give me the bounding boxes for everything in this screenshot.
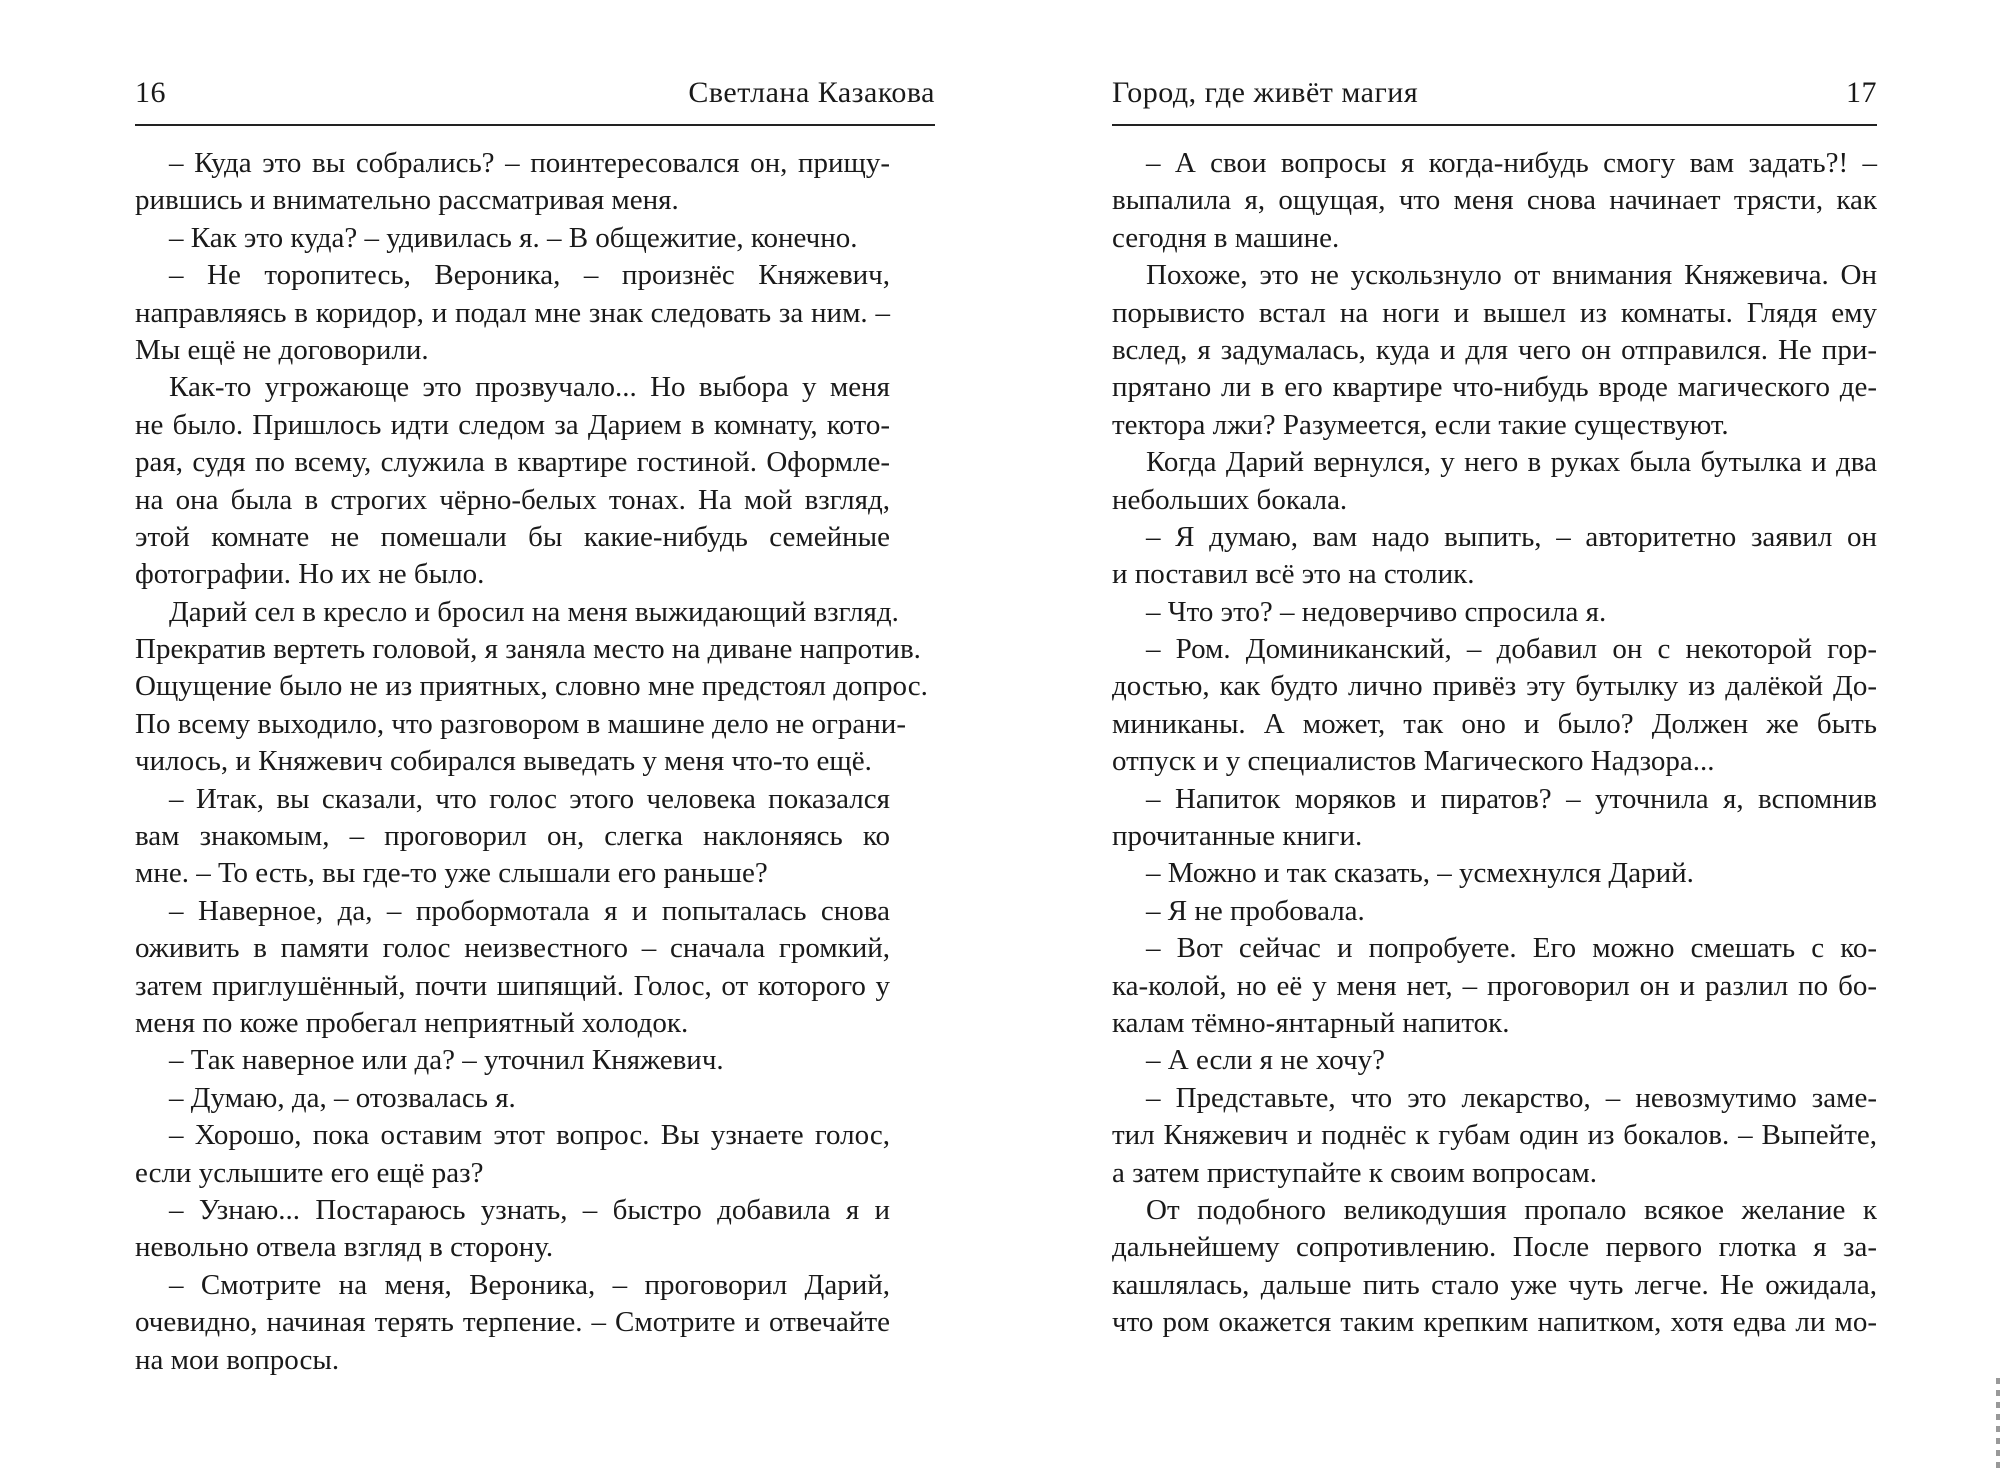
text-line: калам тёмно-янтарный напиток. — [1112, 1006, 1510, 1039]
running-head-author: Светлана Казакова — [688, 76, 935, 109]
text-line: Когда Дарий вернулся, у него в руках была бутылка и два — [1146, 446, 1877, 479]
text-line: отпуск и у специалистов Магического Надзора... — [1112, 745, 1715, 778]
text-line: Ощущение было не из приятных, словно мне предстоял допрос. — [135, 670, 928, 703]
text-line: – Узнаю... Постараюсь узнать, – быстро добавила я и — [169, 1193, 890, 1226]
text-line: По всему выходило, что разговором в машине дело не ограни- — [135, 707, 906, 740]
text-line: Мы ещё не договорили. — [135, 333, 429, 366]
text-line: прятано ли в его квартире что-нибудь вроде магического де- — [1112, 371, 1877, 404]
text-line: – Наверное, да, – пробормотала я и попыталась снова — [169, 894, 890, 927]
text-line: – Не торопитесь, Вероника, – произнёс Княжевич, — [169, 259, 890, 292]
text-line: – Вот сейчас и попробуете. Его можно смешать с ко- — [1146, 932, 1877, 965]
text-line: – Можно и так сказать, – усмехнулся Дарий. — [1146, 857, 1694, 890]
text-line: небольших бокала. — [1112, 483, 1348, 516]
text-line: – Представьте, что это лекарство, – невозмутимо заме- — [1146, 1081, 1877, 1114]
text-line: – Напиток моряков и пиратов? – уточнила я, вспомнив — [1146, 782, 1877, 815]
page-number: 17 — [1846, 76, 1877, 109]
text-line: на мои вопросы. — [135, 1343, 340, 1376]
text-line: выпалила я, ощущая, что меня снова начинает трясти, как — [1112, 184, 1877, 217]
text-line: – Я думаю, вам надо выпить, – авторитетно заявил он — [1146, 520, 1877, 553]
text-line: меня по коже пробегал неприятный холодок. — [135, 1006, 689, 1039]
text-line: затем приглушённый, почти шипящий. Голос, от которого у — [135, 969, 890, 1002]
text-line: – А свои вопросы я когда-нибудь смогу вам задать?! – — [1146, 147, 1877, 179]
text-line: чилось, и Княжевич собирался выведать у меня что-то ещё. — [135, 745, 872, 778]
left-page-header — [135, 72, 935, 122]
text-line: рая, судя по всему, служила в квартире гостиной. Оформле- — [135, 446, 890, 479]
text-line: вслед, я задумалась, куда и для чего он отправился. Не при- — [1112, 333, 1877, 366]
text-line: – Куда это вы собрались? – поинтересовался он, прищу- — [169, 147, 890, 179]
text-line: невольно отвела взгляд в сторону. — [135, 1231, 554, 1264]
running-head-title: Город, где живёт магия — [1112, 76, 1419, 109]
text-line: – Ром. Доминиканский, – добавил он с некоторой гор- — [1146, 633, 1877, 666]
text-line: направляясь в коридор, и подал мне знак следовать за ним. – — [135, 296, 890, 329]
text-line: мне. – То есть, вы где-то уже слышали его раньше? — [135, 857, 768, 890]
text-line: рившись и внимательно рассматривая меня. — [135, 184, 679, 217]
right-page-body — [1112, 145, 1877, 1342]
text-line: Дарий сел в кресло и бросил на меня выжидающий взгляд. — [169, 595, 899, 628]
text-line: тил Княжевич и поднёс к губам один из бокалов. – Выпейте, — [1112, 1119, 1877, 1152]
text-line: вам знакомым, – проговорил он, слегка наклоняясь ко — [135, 820, 890, 853]
text-line: – Смотрите на меня, Вероника, – проговорил Дарий, — [169, 1268, 890, 1301]
text-line: дальнейшему сопротивлению. После первого глотка я за- — [1112, 1231, 1877, 1264]
text-line: очевидно, начиная терять терпение. – Смотрите и отвечайте — [135, 1306, 890, 1339]
text-line: фотографии. Но их не было. — [135, 558, 485, 591]
text-line: – Что это? – недоверчиво спросила я. — [1146, 595, 1607, 628]
text-line: – Хорошо, пока оставим этот вопрос. Вы узнаете голос, — [169, 1119, 890, 1152]
text-line: не было. Пришлось идти следом за Дарием в комнату, кото- — [135, 408, 890, 441]
text-line: От подобного великодушия пропало всякое желание к — [1146, 1193, 1877, 1226]
text-line: если услышите его ещё раз? — [135, 1156, 484, 1189]
text-line: ка-колой, но её у меня нет, – проговорил он и разлил по бо- — [1112, 969, 1877, 1002]
text-line: Прекратив вертеть головой, я заняла место на диване напротив. — [135, 633, 921, 666]
text-line: на она была в строгих чёрно-белых тонах. На мой взгляд, — [135, 483, 890, 516]
text-line: Похоже, это не ускользнуло от внимания Княжевича. Он — [1146, 259, 1877, 292]
text-line: оживить в памяти голос неизвестного – сначала громкий, — [135, 932, 890, 965]
text-line: этой комнате не помешали бы какие-нибудь семейные — [135, 520, 890, 553]
text-line: – Так наверное или да? – уточнил Княжевич. — [169, 1044, 724, 1077]
right-page-header — [1112, 72, 1877, 122]
header-rule — [1112, 124, 1877, 126]
text-line: тектора лжи? Разумеется, если такие существуют. — [1112, 408, 1729, 441]
text-line: Как-то угрожающе это прозвучало... Но выбора у меня — [169, 371, 890, 404]
text-line: порывисто встал на ноги и вышел из комнаты. Глядя ему — [1112, 296, 1877, 329]
left-page-body — [135, 145, 928, 1379]
text-line: а затем приступайте к своим вопросам. — [1112, 1156, 1598, 1189]
page-edge-mark — [1996, 1378, 2000, 1468]
text-line: – Я не пробовала. — [1146, 894, 1365, 927]
text-line: что ром окажется таким крепким напитком, хотя едва ли мо- — [1112, 1306, 1877, 1339]
text-line: сегодня в машине. — [1112, 221, 1340, 254]
text-line: – Думаю, да, – отозвалась я. — [169, 1081, 516, 1114]
text-line: прочитанные книги. — [1112, 820, 1363, 853]
header-rule — [135, 124, 935, 126]
text-line: кашлялась, дальше пить стало уже чуть легче. Не ожидала, — [1112, 1268, 1877, 1301]
text-line: – А если я не хочу? — [1146, 1044, 1385, 1077]
text-line: и поставил всё это на столик. — [1112, 558, 1475, 591]
text-line: достью, как будто лично привёз эту бутылку из далёкой До- — [1112, 670, 1877, 703]
right-page — [1000, 0, 2000, 1473]
text-line: – Итак, вы сказали, что голос этого человека показался — [169, 782, 890, 815]
text-line: миниканы. А может, так оно и было? Должен же быть — [1112, 707, 1877, 740]
page-number: 16 — [135, 76, 166, 109]
text-line: – Как это куда? – удивилась я. – В общежитие, конечно. — [169, 221, 858, 254]
